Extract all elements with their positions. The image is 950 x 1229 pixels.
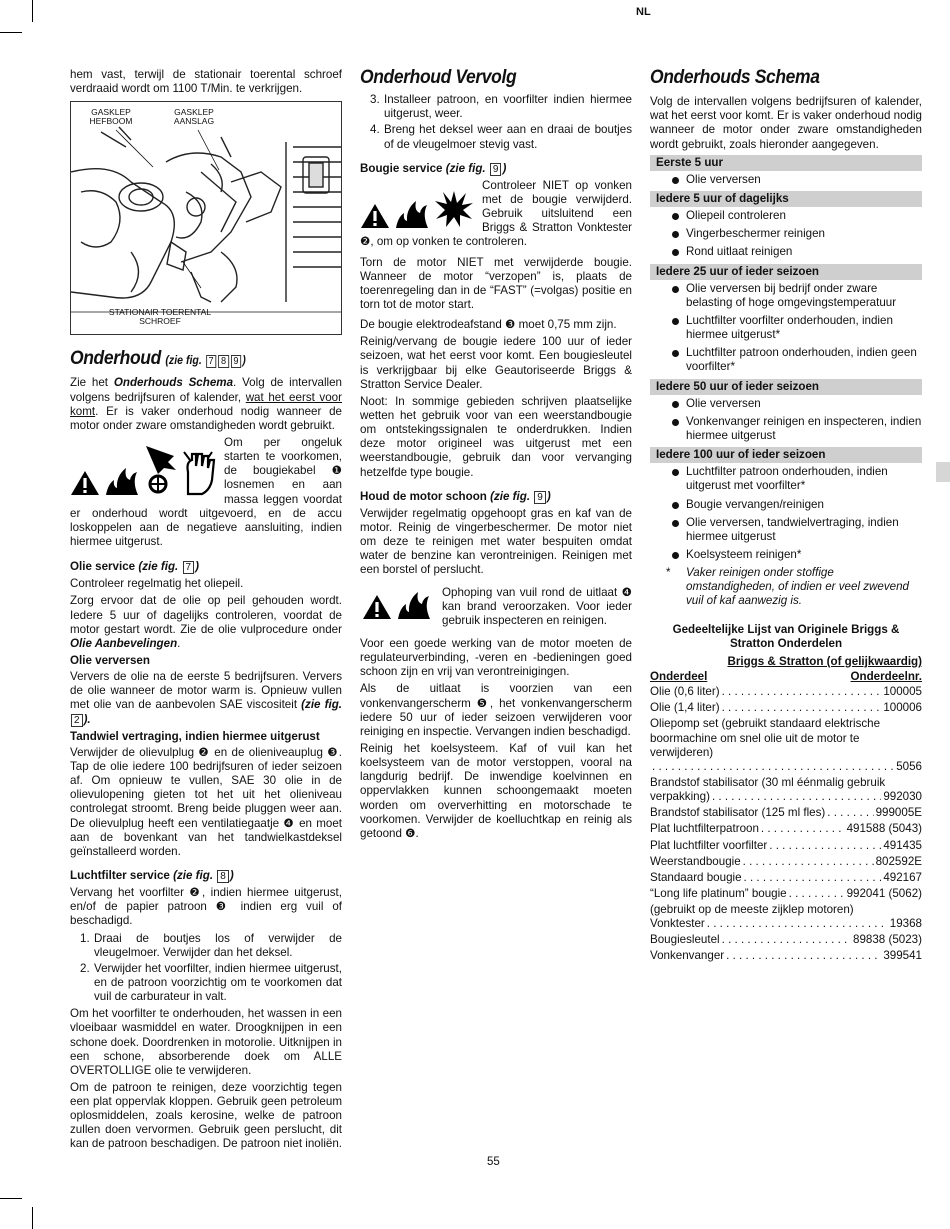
- list-item: 4. Breng het deksel weer aan en draai de boutjes of de vleugelmoer stevig vast.: [370, 123, 632, 151]
- part-name: Plat luchtfilter voorfilter: [650, 838, 768, 852]
- table-row: [650, 760, 922, 774]
- section-tab-marker: [936, 462, 950, 482]
- part-number: 19368: [889, 917, 922, 931]
- part-number: 491435: [883, 838, 922, 852]
- section-title-onderhouds-schema: Onderhouds Schema: [650, 67, 820, 88]
- parts-row-text: Oliepomp set (gebruikt standaard elektrische boormachine om snel olie uit de motor te verwijderen): [650, 717, 881, 759]
- part-name: Standaard bougie: [650, 870, 742, 884]
- olie-p1: Controleer regelmatig het oliepeil.: [70, 577, 244, 591]
- schoon-p4: Reinig het koelsysteem. Kaf of vuil kan het koelsysteem van de motor verstoppen, vooral na langdurig bedrijf. De inwendige koelvinnen en oppervlakken kunnen schoongemaakt moeten worden om oververhitting en motorschade te voorkomen. Verwijder de koelluchtkap en reinig als getoond ❻.: [360, 741, 632, 840]
- table-row: [650, 790, 922, 804]
- asterisk: *: [666, 566, 671, 580]
- fig-ref-close: ).: [83, 712, 91, 726]
- bougie-warning-text: Controleer NIET op vonken met de bougie verwijderd. Gebruik uitsluitend een Briggs & Stratton Vonktester ❷, om op vonken te controleren.: [360, 178, 632, 249]
- fig-ref-text: (zie fig.: [138, 560, 179, 574]
- heading-motor-schoon: [360, 490, 632, 504]
- schedule-header: Iedere 25 uur of ieder seizoen: [650, 264, 922, 280]
- note-text: Vaker reinigen onder stoffige omstandigheden, of indien er veel zwevend vuil of kaf aanwezig is.: [686, 566, 910, 608]
- part-name: Brandstof stabilisator (125 ml fles): [650, 806, 826, 820]
- text-span: Zie het: [70, 376, 114, 390]
- leader-dots: [827, 806, 873, 820]
- table-row: [650, 685, 922, 699]
- fig-ref-text: (zie fig.: [445, 161, 486, 175]
- fig-ref-text: (zie fig.: [165, 355, 202, 368]
- part-number: 992030: [883, 790, 922, 804]
- parts-rows: [650, 685, 922, 964]
- leader-dots: [761, 822, 845, 836]
- uitlaat-warning-text: Ophoping van vuil rond de uitlaat ❹ kan brand veroorzaken. Voor ieder gebruik inspecteren en reinigen.: [442, 585, 632, 627]
- list-item: Olie verversen, tandwielvertraging, indien hiermee uitgerust: [650, 516, 922, 544]
- table-row: [650, 806, 922, 820]
- part-number: 399541: [883, 949, 922, 963]
- carburetor-illustration: [71, 102, 342, 335]
- heading-text: Houd de motor schoon: [360, 489, 487, 503]
- heading-luchtfilter-service: [70, 869, 342, 883]
- table-row: [650, 917, 922, 931]
- leader-dots: [743, 855, 874, 869]
- list-item: Luchtfilter patroon onderhouden, indien geen voorfilter*: [650, 346, 922, 374]
- crop-mark: [0, 32, 22, 33]
- table-row: [650, 839, 922, 853]
- olie-aanbevelingen-reference: Olie Aanbevelingen: [70, 636, 178, 650]
- table-row: [650, 887, 922, 901]
- leader-dots: [722, 701, 882, 715]
- tandwiel-p: Verwijder de olievulplug ❷ en de olieniveauplug ❸. Tap de olie iedere 100 bedrijfsuren of ieder seizoen af. Om opnieuw te vullen, SAE 30 olie in de olievulopening gieten tot het uit het olieniveau controlegat stroomt. Breng beide pluggen weer aan. De olievulplug heeft een ventilatiegaatje ❹ en moet aan de bovenkant van het tandwielkastdeksel geïnstalleerd worden.: [70, 745, 342, 858]
- olie-p2: [70, 594, 342, 651]
- column-2: [360, 66, 632, 844]
- column-3: [650, 66, 922, 966]
- list-item: Bougie vervangen/reinigen: [650, 498, 922, 512]
- section-title-onderhoud-vervolg: Onderhoud Vervolg: [360, 67, 517, 88]
- part-number: 802592E: [875, 854, 922, 868]
- crop-mark: [0, 1198, 22, 1199]
- text-span: . Er is vaker onderhoud nodig wanneer de motor onder zware omstandigheden wordt gebruikt.: [70, 404, 342, 432]
- list-item: 3. Installeer patroon, en voorfilter indien hiermee uitgerust, weer.: [370, 93, 632, 121]
- schema-reference: Onderhouds Schema: [113, 376, 234, 390]
- col-onderdeel: Onderdeel: [650, 669, 708, 683]
- part-number: 5056: [896, 759, 922, 773]
- bougie-p2: De bougie elektrodeafstand ❸ moet 0,75 mm zijn.: [360, 318, 617, 332]
- warning-block-uitlaat: [360, 586, 632, 631]
- leader-dots: [712, 790, 881, 804]
- fig-box: 2: [71, 714, 83, 727]
- language-label: NL: [636, 6, 651, 18]
- page-number: 55: [487, 1156, 500, 1168]
- leader-dots: [722, 685, 882, 699]
- bougie-p1: Torn de motor NIET met verwijderde bougie. Wanneer de motor “verzopen” is, plaats de toerenregeling dan in de “FAST” (=volgas) positie en torn tot de motor start.: [360, 255, 632, 311]
- part-number: 492167: [883, 870, 922, 884]
- olie-p3: [70, 670, 342, 727]
- heading-bougie-service: [360, 162, 632, 176]
- leader-dots: [726, 949, 881, 963]
- text-span: Zorg ervoor dat de olie op peil gehouden wordt. Iedere 5 uur of dagelijks controleren, voordat de motor gestart wordt. Zie de olie vulprocedure onder: [70, 594, 342, 636]
- schoon-p3: Als de uitlaat is voorzien van een vonkenvangerscherm ❺, het vonkenvangerscherm iedere 50 uur of ieder seizoen verwijderen voor reiniging en inspectie. Vervangen indien beschadigd.: [360, 682, 632, 738]
- fig-box: 9: [534, 491, 546, 504]
- list-item: Vingerbeschermer reinigen: [650, 227, 922, 241]
- fire-icon: [396, 588, 432, 620]
- part-name: “Long life platinum” bougie: [650, 886, 787, 900]
- luchtfilter-p2: Om het voorfilter te onderhouden, het wassen in een vloeibaar wasmiddel en water. Droogknijpen in een schone doek. Doordrenken in motorolie. Uitknijpen in een schone, absorberende doek om ALLE OVERTOLLIGE olie te verwijderen.: [70, 1007, 342, 1077]
- heading-olie-verversen: Olie verversen: [70, 653, 150, 667]
- part-name: Olie (1,4 liter): [650, 701, 720, 715]
- vervolg-steps: [360, 93, 632, 152]
- step-text: Installeer patroon, en voorfilter indien hiermee uitgerust, weer.: [384, 93, 632, 121]
- fig-ref-text: (zie fig.: [301, 698, 342, 712]
- table-row: [650, 933, 922, 947]
- schedule: [650, 155, 922, 609]
- schedule-header: Iedere 5 uur of dagelijks: [650, 191, 922, 207]
- moving-parts-icon: [144, 444, 178, 496]
- schema-intro: Volg de intervallen volgens bedrijfsuren of kalender, wat het eerst voor komt. Er is vaker onderhoud nodig wanneer de motor onder zware omstandigheden wordt gebruikt, zoals hieronder aangegeven.: [650, 95, 922, 151]
- col-onderdeelnr: Onderdeelnr.: [850, 669, 922, 683]
- schedule-header: Iedere 50 uur of ieder seizoen: [650, 379, 922, 395]
- leader-dots: [769, 839, 881, 853]
- carburetor-diagram: [70, 101, 342, 335]
- part-number: 89838 (5023): [853, 933, 922, 947]
- fig-box: 9: [490, 163, 502, 176]
- table-row: [650, 701, 922, 715]
- warning-block-onderhoud: [70, 436, 342, 552]
- table-row: [650, 855, 922, 869]
- fig-box: 7: [206, 355, 217, 368]
- text-span: . Volg de intervallen volgens bedrijfsuren of kalender,: [70, 376, 342, 404]
- onderhoud-paragraph: [70, 376, 342, 433]
- step-text: Breng het deksel weer aan en draai de boutjes of de vleugelmoer stevig vast.: [384, 123, 632, 151]
- crop-mark: [32, 1207, 33, 1229]
- leader-dots: [789, 887, 845, 901]
- part-number: 100005: [883, 685, 922, 699]
- fig-box: 8: [217, 870, 229, 883]
- part-number: 100006: [883, 701, 922, 715]
- parts-table-header: [650, 670, 922, 684]
- leader-dots: [707, 917, 888, 931]
- part-name: Plat luchtfilterpatroon: [650, 822, 759, 836]
- fig-ref-close: ): [546, 489, 551, 503]
- parts-list: [650, 623, 922, 964]
- fig-ref-text: (zie fig.: [490, 489, 531, 503]
- text-span: .: [177, 636, 181, 650]
- leader-dots: [652, 760, 894, 774]
- bougie-p3: Reinig/vervang de bougie iedere 100 uur of ieder seizoen, wat het eerst voor komt. Een bougiesleutel is verkrijgbaar bij elke Geautoriseerde Briggs & Stratton Service Dealer.: [360, 335, 632, 391]
- list-item: Luchtfilter voorfilter onderhouden, indien hiermee uitgerust*: [650, 314, 922, 342]
- section-title-onderhoud: [70, 347, 320, 370]
- part-number: 999005E: [875, 806, 922, 820]
- parts-row-text: (gebruikt op de meeste zijklep motoren): [650, 903, 854, 917]
- luchtfilter-steps: [70, 932, 342, 1005]
- schedule-list: [650, 282, 922, 375]
- electric-shock-hand-icon: [182, 450, 216, 496]
- list-item: Oliepeil controleren: [650, 209, 922, 223]
- part-name: Olie (0,6 liter): [650, 685, 720, 699]
- schedule-list: [650, 173, 922, 187]
- fire-icon: [104, 464, 140, 496]
- heading-text: Luchtfilter service: [70, 868, 170, 882]
- fig-ref-close: ): [242, 355, 246, 368]
- explosion-icon: [434, 189, 474, 229]
- bougie-p4: Noot: In sommige gebieden schrijven plaatselijke wetten het gebruik voor van een weerstandbougie om ontstekingssignalen te onderdrukken. Indien deze motor origineel was uitgerust met een weerstandbougie, gebruik dan voor vervanging hetzelfde type bougie.: [360, 394, 632, 479]
- table-row: [650, 871, 922, 885]
- luchtfilter-p3: Om de patroon te reinigen, deze voorzichtig tegen een plat oppervlak kloppen. Gebruik geen petroleum oplosmiddelen, zoals kerosine, welke de patroon zullen doen vervormen. Gebruik geen perslucht, dit kan de patroon beschadigen. De patroon niet inoliën.: [70, 1080, 343, 1151]
- list-item: Olie verversen: [650, 397, 922, 411]
- crop-mark: [32, 0, 33, 22]
- warning-text: Om per ongeluk starten te voorkomen, de bougiekabel ❶ losnemen en aan massa leggen voordat er onderhoud wordt uitgevoerd, en de accu loskoppelen aan de negatieve aansluiting, indien hiermee uitgerust.: [70, 436, 342, 548]
- leader-dots: [722, 933, 851, 947]
- part-name: Bougiesleutel: [650, 933, 720, 947]
- heading-text: Olie service: [70, 560, 136, 574]
- list-item: Olie verversen bij bedrijf onder zware belasting of hoge omgevingstemperatuur: [650, 282, 922, 310]
- fig-box: 9: [231, 355, 242, 368]
- text-span: Ververs de olie na de eerste 5 bedrijfsuren. Ververs de olie wanneer de motor warm is. Opnieuw vullen met olie van de aanbevolen SAE viscositeit: [70, 670, 342, 712]
- table-row: [650, 822, 922, 836]
- list-item: Luchtfilter patroon onderhouden, indien uitgerust met voorfilter*: [650, 465, 922, 493]
- schedule-note: [650, 566, 922, 608]
- heading-tandwiel: Tandwiel vertraging, indien hiermee uitgerust: [70, 729, 320, 743]
- parts-subtitle: Briggs & Stratton (of gelijkwaardig): [727, 654, 922, 668]
- warning-triangle-icon: [360, 203, 390, 229]
- list-item: 2. Verwijder het voorfilter, indien hiermee uitgerust, en de patroon voorzichtig om te voorkomen dat vuil de carburateur in valt.: [80, 961, 342, 1004]
- luchtfilter-p1: Vervang het voorfilter ❷, indien hiermee uitgerust, en/of de papier patroon ❸ indien erg vuil of beschadigd.: [70, 886, 342, 928]
- part-name: Vonktester: [650, 917, 705, 931]
- list-item: Olie verversen: [650, 173, 922, 187]
- schedule-header: Eerste 5 uur: [650, 155, 922, 171]
- part-name: verpakking): [650, 790, 710, 804]
- schoon-p2: Voor een goede werking van de motor moeten de regulateurverbinding, -veren en -bedieningen goed schoon zijn en vrij van verontreinigingen.: [360, 636, 632, 679]
- fig-ref-close: ): [502, 161, 507, 175]
- list-item: Koelsysteem reinigen*: [650, 548, 922, 562]
- underlined-text: wat het eerst voor komt: [70, 390, 342, 418]
- fig-box: 7: [183, 561, 195, 574]
- fig-ref-close: ): [229, 868, 234, 882]
- heading-olie-service: [70, 560, 342, 574]
- warning-block-bougie: [360, 179, 632, 253]
- title-text: Onderhoud: [70, 348, 161, 370]
- intro-text: hem vast, terwijl de stationair toerental schroef verdraaid wordt om 1100 T/Min. te verkrijgen.: [70, 68, 342, 96]
- leader-dots: [744, 871, 882, 885]
- warning-triangle-icon: [70, 470, 100, 496]
- label-stationair-schroef: STATIONAIR TOERENTAL SCHROEF: [108, 307, 212, 327]
- list-item: Rond uitlaat reinigen: [650, 245, 922, 259]
- step-text: Draai de boutjes los of verwijder de vleugelmoer. Verwijder dan het deksel.: [94, 931, 342, 959]
- step-text: Verwijder het voorfilter, indien hiermee uitgerust, en de patroon voorzichtig om te voorkomen dat vuil de carburateur in valt.: [94, 961, 342, 1004]
- label-gasklep-aanslag: GASKLEP AANSLAG: [173, 107, 215, 127]
- parts-row-text: Brandstof stabilisator (30 ml éénmalig gebruik: [650, 775, 886, 789]
- part-number: 491588 (5043): [846, 822, 922, 836]
- column-1: [70, 68, 342, 1155]
- heading-text: Bougie service: [360, 161, 443, 175]
- list-item: 1. Draai de boutjes los of verwijder de vleugelmoer. Verwijder dan het deksel.: [80, 931, 342, 959]
- schedule-header: Iedere 100 uur of ieder seizoen: [650, 447, 922, 463]
- fig-ref-text: (zie fig.: [173, 868, 214, 882]
- part-name: Vonkenvanger: [650, 949, 725, 963]
- part-name: Weerstandbougie: [650, 854, 741, 868]
- fig-box: 8: [218, 355, 229, 368]
- schedule-list: [650, 397, 922, 443]
- table-row: [650, 949, 922, 963]
- schedule-list: [650, 465, 922, 562]
- list-item: Vonkenvanger reinigen en inspecteren, indien hiermee uitgerust: [650, 415, 922, 443]
- warning-triangle-icon: [362, 594, 392, 620]
- fire-icon: [394, 197, 430, 229]
- parts-title: Gedeeltelijke Lijst van Originele Briggs & Stratton Onderdelen: [672, 622, 900, 650]
- schoon-p1: Verwijder regelmatig opgehoopt gras en kaf van de motor. Reinig de vingerbeschermer. De motor niet om deze te reinigen met water bespuiten omdat water de benzine kan verontreinigen. Reinigen met een borstel of perslucht.: [360, 506, 632, 577]
- part-number: 992041 (5062): [846, 886, 922, 900]
- label-gasklep-hefboom: GASKLEP HEFBOOM: [89, 107, 133, 127]
- schedule-list: [650, 209, 922, 259]
- fig-ref-close: ): [195, 560, 199, 574]
